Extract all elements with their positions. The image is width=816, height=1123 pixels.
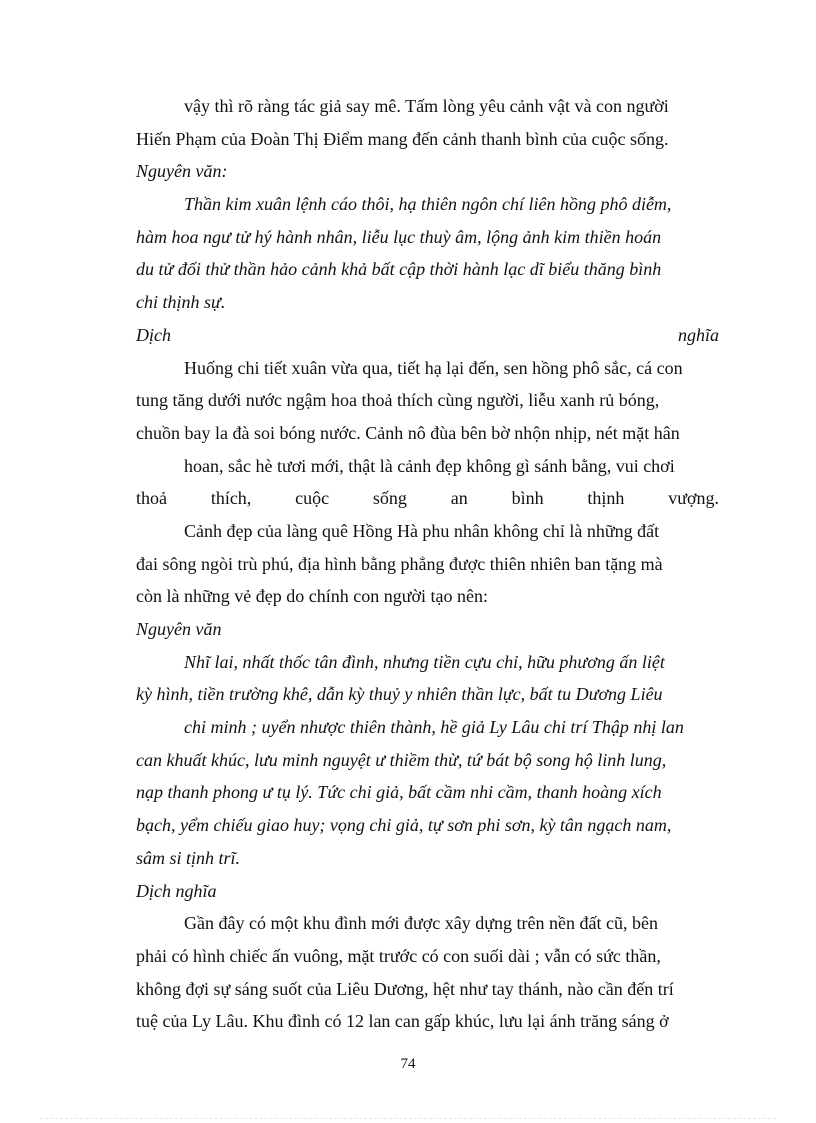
text-line: hàm hoa ngư tử hý hành nhân, liễu lục thuỳ âm, lộng ảnh kim thiền hoán xyxy=(136,226,662,247)
section-label: Dịch nghĩa xyxy=(136,880,217,901)
text-line: Gần đây có một khu đình mới được xây dựng trên nền đất cũ, bên xyxy=(184,913,658,934)
text-line: bạch, yểm chiếu giao huy; vọng chi giả, tự sơn phi sơn, kỳ tân ngạch nam, xyxy=(136,815,672,836)
text-line: chi thịnh sự. xyxy=(136,292,226,313)
text-line: sâm si tịnh trĩ. xyxy=(136,847,241,868)
word: nghĩa xyxy=(677,324,719,345)
word: thịnh xyxy=(587,488,625,509)
word: bình xyxy=(511,488,544,509)
text-line: chuồn bay la đà soi bóng nước. Cảnh nô đùa bên bờ nhộn nhịp, nét mặt hân xyxy=(136,422,680,443)
text-line: phải có hình chiếc ấn vuông, mặt trước có con suối dài ; vẫn có sức thần, xyxy=(136,945,661,966)
text-line: can khuất khúc, lưu minh nguyệt ư thiềm thừ, tứ bát bộ song hộ linh lung, xyxy=(136,749,667,770)
text-line: Cảnh đẹp của làng quê Hồng Hà phu nhân không chỉ là những đất xyxy=(184,520,660,541)
text-line: du tử đối thử thần hảo cảnh khả bất cập thời hành lạc dĩ biểu thăng bình xyxy=(136,259,662,280)
text-line: hoan, sắc hè tươi mới, thật là cảnh đẹp không gì sánh bằng, vui chơi xyxy=(184,455,675,476)
word: Dịch xyxy=(136,324,171,345)
text-line: tung tăng dưới nước ngậm hoa thoả thích cùng người, liễu xanh rủ bóng, xyxy=(136,390,660,411)
section-label xyxy=(136,319,719,352)
page-edge-divider xyxy=(40,1118,776,1119)
word: cuộc xyxy=(295,488,330,509)
word: an xyxy=(450,488,468,509)
page-number: 74 xyxy=(400,1056,416,1072)
text-line: tuệ của Ly Lâu. Khu đình có 12 lan can gấp khúc, lưu lại ánh trăng sáng ở xyxy=(136,1011,669,1032)
text-line: Hiến Phạm của Đoàn Thị Điểm mang đến cảnh thanh bình của cuộc sống. xyxy=(136,128,669,149)
word: vượng. xyxy=(668,488,719,509)
word: thích, xyxy=(210,488,252,509)
text-line: Nhĩ lai, nhất thốc tân đình, nhưng tiền cựu chỉ, hữu phương ấn liệt xyxy=(184,651,665,672)
text-line: nạp thanh phong ư tụ lý. Tức chi giả, bất cầm nhi cầm, thanh hoàng xích xyxy=(136,782,662,803)
text-line: đai sông ngòi trù phú, địa hình bằng phẳng được thiên nhiên ban tặng mà xyxy=(136,553,663,574)
text-line: chi minh ; uyển nhược thiên thành, hề giả Ly Lâu chi trí Thập nhị lan xyxy=(184,717,684,738)
section-label: Nguyên văn: xyxy=(136,161,228,182)
word: thoả xyxy=(136,488,167,509)
text-line: vậy thì rõ ràng tác giả say mê. Tấm lòng yêu cảnh vật và con người xyxy=(184,96,669,116)
word: sống xyxy=(372,488,407,509)
text-line: kỳ hình, tiền trường khê, dẫn kỳ thuỷ y nhiên thần lực, bất tu Dương Liêu xyxy=(136,684,663,705)
text-line: Thần kim xuân lệnh cáo thôi, hạ thiên ngôn chí liên hồng phô diễm, xyxy=(184,194,672,215)
section-label: Nguyên văn xyxy=(136,619,222,639)
text-line: Huống chi tiết xuân vừa qua, tiết hạ lại đến, sen hồng phô sắc, cá con xyxy=(184,357,683,378)
body-text xyxy=(136,90,719,1038)
text-line: còn là những vẻ đẹp do chính con người tạo nên: xyxy=(136,586,488,607)
text-line: không đợi sự sáng suốt của Liêu Dương, hệt như tay thánh, nào cần đến trí xyxy=(136,978,674,999)
text-line xyxy=(136,482,719,515)
